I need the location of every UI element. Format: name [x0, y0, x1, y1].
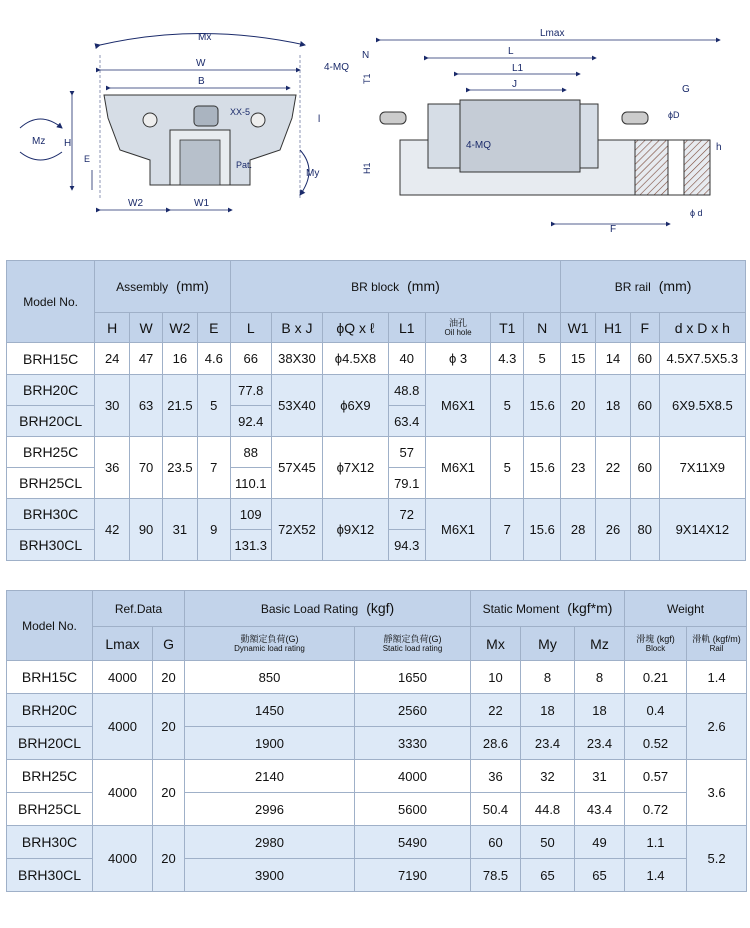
load-rating-table [6, 590, 747, 892]
col-mx: Mx [471, 627, 521, 661]
model-header-2: Model No. [7, 591, 93, 661]
table-cell: 44.8 [521, 793, 575, 826]
table-cell: 90 [130, 499, 163, 561]
table-cell: ϕ4.5X8 [323, 343, 389, 375]
table-cell: M6X1 [425, 375, 491, 437]
col-l: L [230, 313, 271, 343]
table-cell: ϕ6X9 [323, 375, 389, 437]
col-w: W [130, 313, 163, 343]
model-cell: BRH20CL [7, 727, 93, 760]
table-cell: 28 [561, 499, 596, 561]
table-cell: 92.4 [230, 406, 271, 437]
table-cell: 3900 [185, 859, 355, 892]
col-h1: H1 [596, 313, 631, 343]
table-cell: 88 [230, 437, 271, 468]
table-cell: 1.4 [687, 661, 747, 694]
table-cell: 4000 [93, 694, 153, 760]
col-block-weight: 滑塊 (kgf) Block [625, 627, 687, 661]
table-cell: 18 [596, 375, 631, 437]
table-cell: 43.4 [575, 793, 625, 826]
table-cell: 72X52 [271, 499, 322, 561]
table-cell: 57 [388, 437, 425, 468]
table-cell: 1.1 [625, 826, 687, 859]
table-cell: 20 [153, 826, 185, 892]
dim-j: J [512, 79, 517, 90]
table-cell: 42 [95, 499, 130, 561]
table-cell: 31 [162, 499, 197, 561]
dim-n: N [362, 50, 370, 61]
dim-mx: Mx [198, 32, 212, 43]
table-row [7, 499, 746, 530]
table-cell: 7 [491, 499, 524, 561]
col-my: My [521, 627, 575, 661]
col-w2: W2 [162, 313, 197, 343]
group-br-block: BR block (mm) [230, 261, 560, 313]
model-cell: BRH15C [7, 343, 95, 375]
col-ddh: d x D x h [659, 313, 745, 343]
table-cell: 20 [153, 661, 185, 694]
table-cell: 1.4 [625, 859, 687, 892]
moment-my: My [306, 168, 320, 179]
table-cell: 4000 [93, 760, 153, 826]
table-cell: 72 [388, 499, 425, 530]
table-cell: 65 [521, 859, 575, 892]
model-cell: BRH30CL [7, 859, 93, 892]
table-cell: 15.6 [524, 375, 561, 437]
table-cell: 49 [575, 826, 625, 859]
table-cell: ϕ 3 [425, 343, 491, 375]
table-cell: 15.6 [524, 499, 561, 561]
col-dynamic-load: 動額定負荷(G) Dynamic load rating [185, 627, 355, 661]
table-cell: 2140 [185, 760, 355, 793]
table-cell: 16 [162, 343, 197, 375]
table-cell: 20 [153, 760, 185, 826]
table-cell: 22 [471, 694, 521, 727]
table-row [7, 375, 746, 406]
table-cell: 4000 [93, 826, 153, 892]
table-cell: 3.6 [687, 760, 747, 826]
table-cell: 23.4 [521, 727, 575, 760]
label-pat: Pat. [236, 160, 253, 170]
table-row [7, 760, 747, 793]
table-cell: 1650 [355, 661, 471, 694]
col-f: F [630, 313, 659, 343]
table-cell: 4.5X7.5X5.3 [659, 343, 745, 375]
table-cell: 50.4 [471, 793, 521, 826]
group-load-rating: Basic Load Rating (kgf) [185, 591, 471, 627]
table-cell: 36 [95, 437, 130, 499]
table-cell: 0.72 [625, 793, 687, 826]
col-n: N [524, 313, 561, 343]
table-cell: 65 [575, 859, 625, 892]
table-cell: 4.3 [491, 343, 524, 375]
table-cell: 131.3 [230, 530, 271, 561]
table-cell: 14 [596, 343, 631, 375]
table-cell: 60 [630, 375, 659, 437]
col-l1: L1 [388, 313, 425, 343]
side-view [362, 28, 722, 235]
model-header: Model No. [7, 261, 95, 343]
front-view [20, 32, 349, 210]
table-row [7, 437, 746, 468]
col-bxj: B x J [271, 313, 322, 343]
dim-h1: H1 [362, 162, 372, 174]
table-cell: 2996 [185, 793, 355, 826]
table-cell: 31 [575, 760, 625, 793]
table-cell: 2980 [185, 826, 355, 859]
col-e: E [197, 313, 230, 343]
table-cell: 4000 [355, 760, 471, 793]
label-xx5: XX-5 [230, 107, 251, 117]
dim-f: F [610, 224, 617, 235]
table-cell: 26 [596, 499, 631, 561]
table-cell: 21.5 [162, 375, 197, 437]
table-cell: 8 [575, 661, 625, 694]
table-cell: 38X30 [271, 343, 322, 375]
table-cell: 50 [521, 826, 575, 859]
table-cell: ϕ9X12 [323, 499, 389, 561]
dim-b: B [198, 76, 205, 87]
table-cell: 80 [630, 499, 659, 561]
model-cell: BRH25C [7, 760, 93, 793]
group-weight: Weight [625, 591, 747, 627]
table-cell: 5 [491, 375, 524, 437]
table-row [7, 661, 747, 694]
table-cell: 1450 [185, 694, 355, 727]
model-cell: BRH15C [7, 661, 93, 694]
table-cell: 18 [575, 694, 625, 727]
table-cell: 7X11X9 [659, 437, 745, 499]
table-cell: 32 [521, 760, 575, 793]
table-cell: 60 [630, 437, 659, 499]
table-cell: 28.6 [471, 727, 521, 760]
model-cell: BRH30C [7, 826, 93, 859]
dim-l-side: L [508, 46, 514, 57]
table-cell: 4000 [93, 661, 153, 694]
dim-h: H [64, 138, 72, 149]
table-cell: 18 [521, 694, 575, 727]
table-cell: 30 [95, 375, 130, 437]
model-cell: BRH30CL [7, 530, 95, 561]
table-cell: 6X9.5X8.5 [659, 375, 745, 437]
table-cell: 0.21 [625, 661, 687, 694]
load-rows [7, 661, 747, 892]
table-cell: 24 [95, 343, 130, 375]
table-cell: 2.6 [687, 694, 747, 760]
table-cell: 850 [185, 661, 355, 694]
table-cell: 5 [491, 437, 524, 499]
table-cell: 5.2 [687, 826, 747, 892]
table-cell: 7190 [355, 859, 471, 892]
table-cell: 5 [524, 343, 561, 375]
moment-mz: Mz [32, 136, 46, 147]
table-cell: 60 [471, 826, 521, 859]
table-cell: 70 [130, 437, 163, 499]
table-cell: 63 [130, 375, 163, 437]
table-cell: 0.4 [625, 694, 687, 727]
col-qxl: ϕQ x ℓ [323, 313, 389, 343]
table-cell: 9X14X12 [659, 499, 745, 561]
model-cell: BRH20C [7, 694, 93, 727]
col-t1: T1 [491, 313, 524, 343]
table-cell: 15.6 [524, 437, 561, 499]
col-lmax: Lmax [93, 627, 153, 661]
table-cell: M6X1 [425, 437, 491, 499]
model-cell: BRH25C [7, 437, 95, 468]
table-cell: 23.4 [575, 727, 625, 760]
dim-h-small: h [716, 142, 722, 153]
table-cell: 22 [596, 437, 631, 499]
dim-g: G [682, 84, 690, 95]
dim-e: E [84, 154, 91, 164]
dim-lmax: Lmax [540, 28, 565, 39]
table-cell: 57X45 [271, 437, 322, 499]
table-cell: 0.57 [625, 760, 687, 793]
table-cell: 48.8 [388, 375, 425, 406]
col-h: H [95, 313, 130, 343]
dim-t1: T1 [362, 73, 372, 84]
table-cell: 4.6 [197, 343, 230, 375]
table-cell: 60 [630, 343, 659, 375]
table-cell: 0.52 [625, 727, 687, 760]
table-cell: 53X40 [271, 375, 322, 437]
table-cell: 1900 [185, 727, 355, 760]
table-cell: 77.8 [230, 375, 271, 406]
dimension-table [6, 260, 746, 561]
table-cell: 9 [197, 499, 230, 561]
col-w1: W1 [561, 313, 596, 343]
table-cell: 109 [230, 499, 271, 530]
table-row [7, 826, 747, 859]
model-cell: BRH30C [7, 499, 95, 530]
table-cell: M6X1 [425, 499, 491, 561]
table-cell: 94.3 [388, 530, 425, 561]
table-cell: 23.5 [162, 437, 197, 499]
dim-l1: L1 [512, 63, 524, 74]
dim-4mq: 4-MQ [324, 62, 349, 73]
model-cell: BRH25CL [7, 468, 95, 499]
table-cell: 66 [230, 343, 271, 375]
table-cell: 15 [561, 343, 596, 375]
table-cell: 3330 [355, 727, 471, 760]
table-cell: 79.1 [388, 468, 425, 499]
model-cell: BRH25CL [7, 793, 93, 826]
col-g: G [153, 627, 185, 661]
table-cell: 36 [471, 760, 521, 793]
table-cell: 78.5 [471, 859, 521, 892]
dimension-rows [7, 343, 746, 561]
table-cell: 47 [130, 343, 163, 375]
table-cell: 2560 [355, 694, 471, 727]
dim-l: l [318, 114, 321, 125]
table-cell: 20 [153, 694, 185, 760]
col-mz: Mz [575, 627, 625, 661]
table-cell: 5600 [355, 793, 471, 826]
col-static-load: 靜額定負荷(G) Static load rating [355, 627, 471, 661]
table-cell: 5 [197, 375, 230, 437]
col-rail-weight: 滑軌 (kgf/m) Rail [687, 627, 747, 661]
table-cell: 63.4 [388, 406, 425, 437]
dim-w1: W1 [194, 198, 209, 209]
model-cell: BRH20C [7, 375, 95, 406]
model-cell: BRH20CL [7, 406, 95, 437]
table-cell: 20 [561, 375, 596, 437]
table-cell: 8 [521, 661, 575, 694]
table-row [7, 343, 746, 375]
table-cell: 40 [388, 343, 425, 375]
table-row [7, 694, 747, 727]
col-oil-hole: 油孔 Oil hole [425, 313, 491, 343]
table-cell: 7 [197, 437, 230, 499]
dim-4mq-side: 4-MQ [466, 140, 491, 151]
table-cell: 23 [561, 437, 596, 499]
group-br-rail: BR rail (mm) [561, 261, 746, 313]
group-ref-data: Ref.Data [93, 591, 185, 627]
dim-w: W [196, 58, 206, 69]
group-static-moment: Static Moment (kgf*m) [471, 591, 625, 627]
dim-phi-d-big: ϕD [668, 110, 680, 120]
table-cell: 10 [471, 661, 521, 694]
group-assembly: Assembly (mm) [95, 261, 230, 313]
table-cell: 110.1 [230, 468, 271, 499]
dim-phi-d-small: ϕ d [690, 208, 703, 218]
table-cell: 5490 [355, 826, 471, 859]
technical-drawing [0, 0, 750, 245]
dim-w2: W2 [128, 198, 143, 209]
table-cell: ϕ7X12 [323, 437, 389, 499]
